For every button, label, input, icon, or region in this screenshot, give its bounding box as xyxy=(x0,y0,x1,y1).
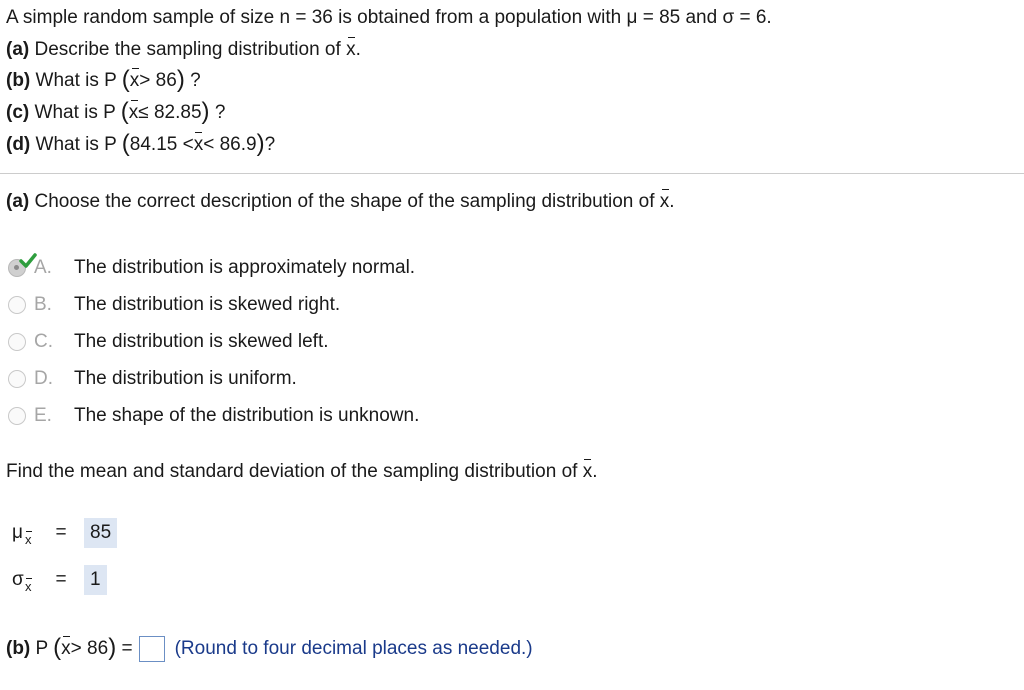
option-b[interactable] xyxy=(8,291,340,319)
section-a-label: (a) xyxy=(6,191,30,212)
x-bar-symbol: x xyxy=(193,134,204,155)
part-a-text: Describe the sampling distribution of xyxy=(34,39,341,60)
option-c[interactable] xyxy=(8,328,329,356)
x-bar-symbol: x xyxy=(346,39,356,60)
part-c-question: (c) What is P (x≤ 82.85) ? xyxy=(6,98,226,125)
x-bar-symbol: x xyxy=(128,102,139,123)
option-text: The distribution is skewed right. xyxy=(74,294,341,315)
part-a-question: (a) Describe the sampling distribution of x. xyxy=(6,39,361,60)
part-b-text: What is P xyxy=(35,70,117,91)
part-c-label: (c) xyxy=(6,102,30,123)
radio-selected-icon[interactable] xyxy=(8,259,26,277)
sigma-x-bar-symbol: σ x xyxy=(12,569,32,594)
option-a[interactable] xyxy=(8,254,415,282)
part-b-label: (b) xyxy=(6,70,31,91)
x-bar-symbol: x xyxy=(659,191,670,212)
section-b-row: (b) P (x> 86) = (Round to four decimal places as needed.) xyxy=(6,634,533,662)
radio-icon[interactable] xyxy=(8,370,26,388)
checkmark-icon xyxy=(19,252,37,270)
option-text: The distribution is approximately normal. xyxy=(74,257,416,278)
mean-answer: 85 xyxy=(84,518,117,548)
mean-sd-prompt: Find the mean and standard deviation of the sampling distribution of x. xyxy=(6,461,598,482)
x-bar-symbol: x xyxy=(582,461,593,482)
section-a-prompt: (a) Choose the correct description of the shape of the sampling distribution of x. xyxy=(6,191,675,212)
part-d-text: What is P xyxy=(35,134,117,155)
rounding-hint: (Round to four decimal places as needed.) xyxy=(174,638,533,660)
option-text: The distribution is skewed left. xyxy=(74,331,329,352)
probability-answer-input[interactable] xyxy=(139,636,165,662)
part-c-text: What is P xyxy=(34,102,116,123)
sd-row: σ x = 1 xyxy=(12,564,107,596)
option-text: The distribution is uniform. xyxy=(74,368,297,389)
part-d-question: (d) What is P (84.15 <x< 86.9)? xyxy=(6,130,276,157)
section-divider xyxy=(0,173,1024,174)
radio-icon[interactable] xyxy=(8,333,26,351)
x-bar-symbol: x xyxy=(61,638,71,660)
part-d-label: (d) xyxy=(6,134,31,155)
option-e[interactable] xyxy=(8,402,419,430)
option-letter: D. xyxy=(34,368,53,389)
part-b-question: (b) What is P (x> 86) ? xyxy=(6,66,201,93)
radio-icon[interactable] xyxy=(8,407,26,425)
mu-x-bar-symbol: μ x xyxy=(12,522,32,547)
section-b-label: (b) xyxy=(6,638,31,660)
problem-intro: A simple random sample of size n = 36 is obtained from a population with μ = 85 and σ = 6. xyxy=(6,7,772,28)
option-letter: B. xyxy=(34,294,52,315)
sd-answer: 1 xyxy=(84,565,107,595)
option-letter: E. xyxy=(34,405,52,426)
mean-row: μ x = 85 xyxy=(12,517,117,549)
option-letter: C. xyxy=(34,331,53,352)
x-bar-symbol: x xyxy=(129,70,140,91)
radio-icon[interactable] xyxy=(8,296,26,314)
option-d[interactable] xyxy=(8,365,297,393)
part-a-label: (a) xyxy=(6,39,30,60)
option-text: The shape of the distribution is unknown. xyxy=(74,405,420,426)
option-letter: A. xyxy=(34,257,52,278)
